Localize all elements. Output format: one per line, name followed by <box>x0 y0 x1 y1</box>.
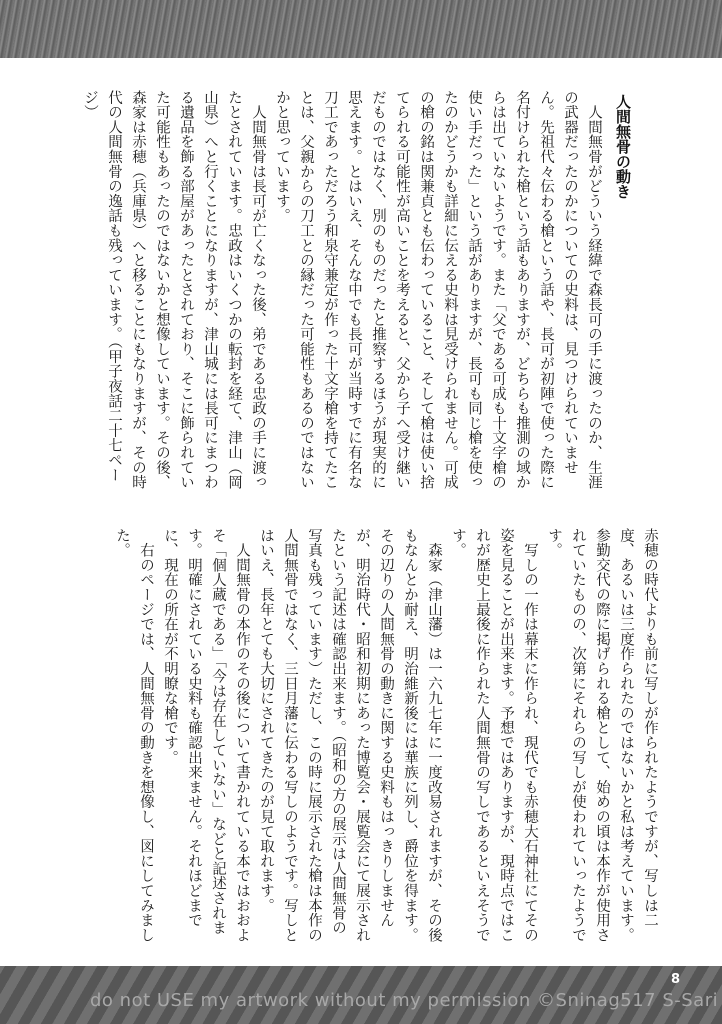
paragraph: 人間無骨は長可が亡くなった後、弟である忠政の手に渡ったとされています。忠政はいくつかの転封を経て、津山（岡山県）へと行くことになりますが、津山城には長可にまつわる遺品を飾る部屋があったとされており、そこに飾られていた可能性もあったのではないかと想像しています。その後、森家は赤穂（兵庫県）へと移ることにもなりますが、その時代の人間無骨の逸話も残っています。（甲子夜話二十七ページ） <box>82 90 266 490</box>
paragraph: 右のページでは、人間無骨の動きを想像し、図にしてみました。 <box>114 528 154 943</box>
page-heading: 人間無骨の動き <box>614 94 632 199</box>
paragraph: 森家（津山藩）は一六九七年に一度改易されますが、その後もなんとか耐え、明治維新後には華族に列し、爵位を得ます。その辺りの人間無骨の動きに関する史料もはっきりしませんが、明治時代・昭和初期にあった博覧会・展覧会にて展示されたという記述は確認出来ます。（昭和の方の展示は人間無骨の写真も残っています）ただし、この時に展示された槍は本作の人間無骨ではなく、三日月藩に伝わる写しのようです。写しとはいえ、長年とても大切にされてきたのが見て取れます。 <box>258 528 442 943</box>
top-decorative-band <box>0 0 722 58</box>
paragraph: 赤穂の時代よりも前に写しが作られたようですが、写しは二度、あるいは三度作られたのではないかと私は考えています。参勤交代の際に掲げられる槍として、始めの頃は本作が使用されていたものの、次第にそれらの写しが使われていったようです。 <box>546 528 658 943</box>
lower-text-block <box>77 528 662 948</box>
upper-text-block <box>82 90 606 500</box>
paragraph: 人間無骨がどういう経緯で森長可の手に渡ったのか、生涯の武器だったのかについての史料は、見つけられていません。先祖代々伝わる槍という話や、長可が初陣で使った際に名付けられた槍という話もありますが、どちらも推測の域からは出ていないようです。また「父である可成も十文字槍の使い手だった」という話がありますが、長可も同じ槍を使ったのかどうかも詳細に伝える史料は見受けられません。可成の槍の銘は関兼貞とも伝わっていること、そして槍は使い捨てられる可能性が高いことを考えると、父から子へ受け継いだものではなく、別のものだったと推察するほうが現実的に思えます。とはいえ、そんな中でも長可が当時すでに有名な刀工であっただろう和泉守兼定が作った十文字槍を持てたことは、父親からの刀工との縁だった可能性もあるのではないかと思っています。 <box>274 90 602 490</box>
paragraph: 人間無骨の本作のその後について書かれている本ではおおよそ「個人蔵である」「今は存在していない」などと記述されます。明確にされている史料も確認出来ません。それほどまでに、現在の所在が不明瞭な槍です。 <box>162 528 250 943</box>
paragraph: 写しの一作は幕末に作られ、現代でも赤穂大石神社にてその姿を見ることが出来ます。予想ではありますが、現時点ではこれが歴史上最後に作られた人間無骨の写しであるといえそうです。 <box>450 528 538 943</box>
watermark-text: do not USE my artwork without my permission ©Sninag517 S-Sari <box>90 990 719 1011</box>
page-number: 8 <box>670 972 680 987</box>
